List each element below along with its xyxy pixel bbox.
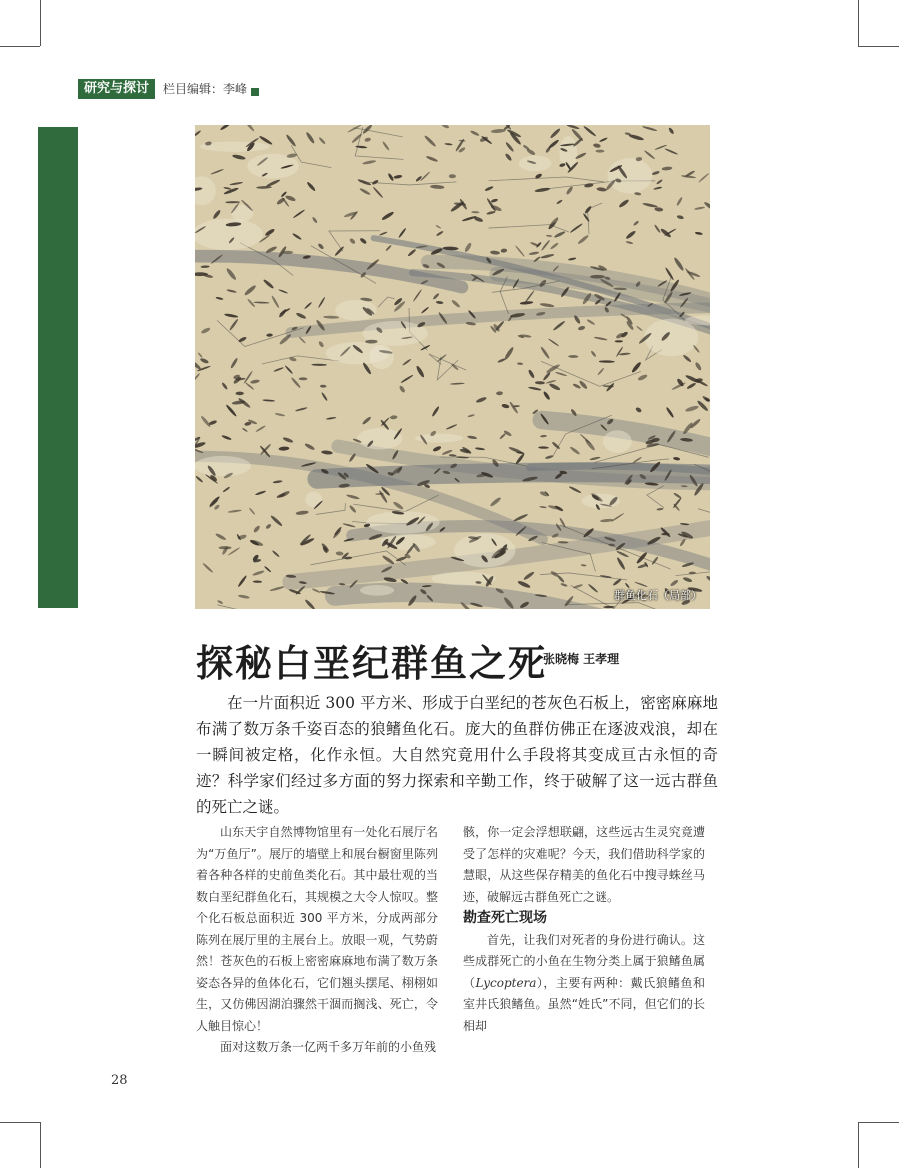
body-text: ），主要有两种：戴氏狼鳍鱼和室井氏狼鳍鱼。虽然“姓氏”不同，但它们的长相却 bbox=[463, 975, 705, 1033]
photo-caption: 群鱼化石（局部） bbox=[614, 589, 702, 602]
article-title: 探秘白垩纪群鱼之死 bbox=[196, 642, 547, 685]
page-number: 28 bbox=[111, 1073, 128, 1088]
body-column-1 bbox=[196, 822, 438, 1059]
crop-mark bbox=[0, 1122, 40, 1123]
crop-mark bbox=[40, 0, 41, 46]
section-subheading: 勘查死亡现场 bbox=[463, 910, 547, 926]
body-column-2 bbox=[463, 822, 705, 1037]
body-paragraph: 山东天宇自然博物馆里有一处化石展厅名为“万鱼厅”。展厅的墙壁上和展台橱窗里陈列着各种各样的史前鱼类化石。其中最壮观的当数白垩纪群鱼化石，其规模之大令人惊叹。整个化石板总面积近 300 平方米，分成两部分陈列在展厅里的主展台上。放眼一观，气势蔚然！苍灰色的石板上密密麻麻地布满了数万条姿态各异的鱼体化石，它们翘头摆尾、栩栩如生，又仿佛因湖泊骤然干涸而搁浅、死亡，令人触目惊心！ bbox=[196, 825, 438, 1033]
crop-mark bbox=[0, 46, 40, 47]
genus-name: Lycoptera bbox=[475, 975, 537, 990]
crop-mark bbox=[40, 1122, 41, 1168]
square-marker-icon bbox=[251, 88, 259, 96]
fish-fossil-photo bbox=[195, 125, 710, 609]
article-lead: 在一片面积近 300 平方米、形成于白垩纪的苍灰色石板上，密密麻麻地布满了数万条千姿百态的狼鳍鱼化石。庞大的鱼群仿佛正在逐波戏浪，却在一瞬间被定格，化作永恒。大自然究竟用什么手段将其变成亘古永恒的奇迹？科学家们经过多方面的努力探索和辛勤工作，终于破解了这一远古群鱼的死亡之谜。 bbox=[196, 694, 718, 816]
body-paragraph bbox=[463, 930, 705, 1038]
body-paragraph: 面对这数万条一亿两千多万年前的小鱼残 bbox=[220, 1040, 437, 1054]
article-authors: 张晓梅 王孝理 bbox=[543, 652, 620, 666]
crop-mark bbox=[858, 1122, 899, 1123]
section-tag: 研究与探讨 bbox=[78, 79, 155, 99]
decorative-green-bar bbox=[38, 127, 78, 608]
column-editor: 栏目编辑：李峰 bbox=[163, 82, 248, 96]
section-header bbox=[78, 79, 259, 99]
body-text: 首先，让我们对死者的身份进行确认。这些成群死亡的小鱼在生物分类上属于狼鳍鱼属（ bbox=[463, 932, 705, 990]
fossil-slab-image bbox=[195, 125, 710, 609]
crop-mark bbox=[858, 1122, 859, 1168]
crop-mark bbox=[858, 0, 859, 46]
body-paragraph: 骸，你一定会浮想联翩，这些远古生灵究竟遭受了怎样的灾难呢？今天，我们借助科学家的慧眼，从这些保存精美的鱼化石中搜寻蛛丝马迹，破解远古群鱼死亡之谜。 bbox=[463, 825, 705, 904]
crop-mark bbox=[858, 46, 899, 47]
